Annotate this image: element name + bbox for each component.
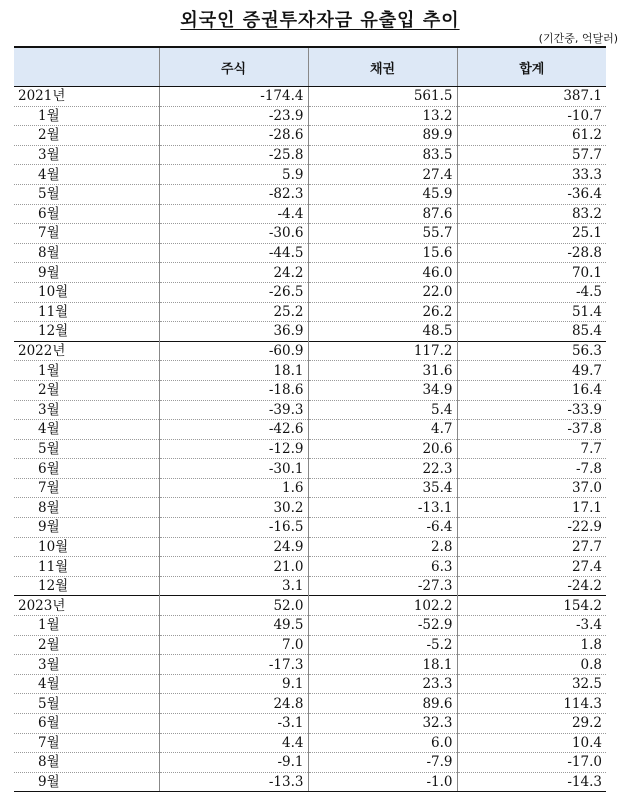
stock-cell: 36.9 (159, 322, 308, 342)
header-bond: 채권 (308, 47, 457, 87)
period-cell: 1월 (14, 616, 159, 636)
period-cell: 8월 (14, 753, 159, 773)
month-row (14, 576, 606, 596)
month-row (14, 616, 606, 636)
bond-cell: 46.0 (308, 263, 457, 283)
period-cell: 6월 (14, 204, 159, 224)
bond-cell: 89.9 (308, 126, 457, 146)
stock-cell: -174.4 (159, 87, 308, 107)
stock-cell: -82.3 (159, 184, 308, 204)
period-cell: 2022년 (14, 341, 159, 361)
table-title: 외국인 증권투자자금 유출입 추이 (180, 10, 460, 31)
bond-cell: 83.5 (308, 145, 457, 165)
bond-cell: 31.6 (308, 361, 457, 381)
stock-cell: 30.2 (159, 498, 308, 518)
period-cell: 7월 (14, 478, 159, 498)
stock-cell: 21.0 (159, 557, 308, 577)
period-cell: 1월 (14, 361, 159, 381)
stock-cell: 9.1 (159, 674, 308, 694)
total-cell: -10.7 (457, 106, 606, 126)
bond-cell: 6.0 (308, 733, 457, 753)
bond-cell: 22.0 (308, 282, 457, 302)
period-cell: 1월 (14, 106, 159, 126)
total-cell: 37.0 (457, 478, 606, 498)
total-cell: 27.7 (457, 537, 606, 557)
month-row (14, 224, 606, 244)
period-cell: 2월 (14, 635, 159, 655)
period-cell: 5월 (14, 184, 159, 204)
bond-cell: 87.6 (308, 204, 457, 224)
total-cell: 61.2 (457, 126, 606, 146)
bond-cell: 5.4 (308, 400, 457, 420)
total-cell: 51.4 (457, 302, 606, 322)
total-cell: 83.2 (457, 204, 606, 224)
period-cell: 9월 (14, 772, 159, 792)
total-cell: 25.1 (457, 224, 606, 244)
bond-cell: -27.3 (308, 576, 457, 596)
stock-cell: 52.0 (159, 596, 308, 616)
total-cell: -36.4 (457, 184, 606, 204)
period-cell: 9월 (14, 518, 159, 538)
stock-cell: -30.1 (159, 459, 308, 479)
stock-cell: -30.6 (159, 224, 308, 244)
month-row (14, 733, 606, 753)
period-cell: 2월 (14, 380, 159, 400)
month-row (14, 420, 606, 440)
bond-cell: 4.7 (308, 420, 457, 440)
stock-cell: 1.6 (159, 478, 308, 498)
stock-cell: -60.9 (159, 341, 308, 361)
total-cell: -22.9 (457, 518, 606, 538)
month-row (14, 126, 606, 146)
year-total-row (14, 596, 606, 616)
total-cell: -28.8 (457, 243, 606, 263)
period-cell: 3월 (14, 400, 159, 420)
total-cell: -37.8 (457, 420, 606, 440)
period-cell: 8월 (14, 243, 159, 263)
stock-cell: -13.3 (159, 772, 308, 792)
stock-cell: 24.8 (159, 694, 308, 714)
bond-cell: 18.1 (308, 655, 457, 675)
total-cell: -4.5 (457, 282, 606, 302)
year-total-row (14, 341, 606, 361)
stock-cell: -25.8 (159, 145, 308, 165)
bond-cell: -7.9 (308, 753, 457, 773)
period-cell: 2021년 (14, 87, 159, 107)
period-cell: 6월 (14, 714, 159, 734)
header-period (14, 47, 159, 87)
total-cell: 85.4 (457, 322, 606, 342)
total-cell: 49.7 (457, 361, 606, 381)
total-cell: 387.1 (457, 87, 606, 107)
bond-cell: 117.2 (308, 341, 457, 361)
header-stock: 주식 (159, 47, 308, 87)
month-row (14, 635, 606, 655)
period-cell: 11월 (14, 302, 159, 322)
period-cell: 7월 (14, 733, 159, 753)
month-row (14, 282, 606, 302)
total-cell: 0.8 (457, 655, 606, 675)
bond-cell: -13.1 (308, 498, 457, 518)
total-cell: -17.0 (457, 753, 606, 773)
stock-cell: 24.9 (159, 537, 308, 557)
month-row (14, 380, 606, 400)
bond-cell: 561.5 (308, 87, 457, 107)
month-row (14, 263, 606, 283)
total-cell: 1.8 (457, 635, 606, 655)
month-row (14, 322, 606, 342)
total-cell: -24.2 (457, 576, 606, 596)
month-row (14, 694, 606, 714)
period-cell: 4월 (14, 420, 159, 440)
total-cell: 32.5 (457, 674, 606, 694)
total-cell: -7.8 (457, 459, 606, 479)
bond-cell: 89.6 (308, 694, 457, 714)
month-row (14, 753, 606, 773)
month-row (14, 518, 606, 538)
month-row (14, 361, 606, 381)
period-cell: 4월 (14, 674, 159, 694)
stock-cell: -3.1 (159, 714, 308, 734)
stock-cell: 3.1 (159, 576, 308, 596)
table-body (14, 87, 606, 792)
total-cell: 7.7 (457, 439, 606, 459)
stock-cell: -44.5 (159, 243, 308, 263)
bond-cell: 102.2 (308, 596, 457, 616)
period-cell: 8월 (14, 498, 159, 518)
total-cell: 154.2 (457, 596, 606, 616)
stock-cell: -4.4 (159, 204, 308, 224)
total-cell: 17.1 (457, 498, 606, 518)
total-cell: -33.9 (457, 400, 606, 420)
month-row (14, 184, 606, 204)
bond-cell: 22.3 (308, 459, 457, 479)
stock-cell: -39.3 (159, 400, 308, 420)
bond-cell: 13.2 (308, 106, 457, 126)
bond-cell: 26.2 (308, 302, 457, 322)
bond-cell: 6.3 (308, 557, 457, 577)
stock-cell: 7.0 (159, 635, 308, 655)
period-cell: 10월 (14, 282, 159, 302)
period-cell: 7월 (14, 224, 159, 244)
bond-cell: 23.3 (308, 674, 457, 694)
bond-cell: 20.6 (308, 439, 457, 459)
total-cell: 33.3 (457, 165, 606, 185)
month-row (14, 478, 606, 498)
bond-cell: -5.2 (308, 635, 457, 655)
period-cell: 9월 (14, 263, 159, 283)
stock-cell: -28.6 (159, 126, 308, 146)
stock-cell: -12.9 (159, 439, 308, 459)
month-row (14, 655, 606, 675)
bond-cell: 32.3 (308, 714, 457, 734)
fund-flow-table (14, 46, 606, 792)
month-row (14, 537, 606, 557)
bond-cell: 55.7 (308, 224, 457, 244)
stock-cell: 4.4 (159, 733, 308, 753)
total-cell: 56.3 (457, 341, 606, 361)
month-row (14, 674, 606, 694)
total-cell: -3.4 (457, 616, 606, 636)
month-row (14, 498, 606, 518)
period-cell: 5월 (14, 694, 159, 714)
stock-cell: 24.2 (159, 263, 308, 283)
total-cell: 29.2 (457, 714, 606, 734)
stock-cell: -17.3 (159, 655, 308, 675)
month-row (14, 106, 606, 126)
bond-cell: 27.4 (308, 165, 457, 185)
total-cell: 114.3 (457, 694, 606, 714)
stock-cell: 5.9 (159, 165, 308, 185)
bond-cell: 35.4 (308, 478, 457, 498)
total-cell: 57.7 (457, 145, 606, 165)
bond-cell: -52.9 (308, 616, 457, 636)
bond-cell: 2.8 (308, 537, 457, 557)
bond-cell: 15.6 (308, 243, 457, 263)
period-cell: 2023년 (14, 596, 159, 616)
stock-cell: -18.6 (159, 380, 308, 400)
period-cell: 3월 (14, 145, 159, 165)
header-row (14, 47, 606, 87)
header-total: 합계 (457, 47, 606, 87)
stock-cell: 49.5 (159, 616, 308, 636)
stock-cell: 18.1 (159, 361, 308, 381)
year-total-row (14, 87, 606, 107)
stock-cell: 25.2 (159, 302, 308, 322)
month-row (14, 400, 606, 420)
total-cell: 10.4 (457, 733, 606, 753)
total-cell: -14.3 (457, 772, 606, 792)
period-cell: 6월 (14, 459, 159, 479)
stock-cell: -26.5 (159, 282, 308, 302)
unit-note: (기간중, 억달러) (538, 32, 618, 45)
period-cell: 3월 (14, 655, 159, 675)
month-row (14, 459, 606, 479)
total-cell: 16.4 (457, 380, 606, 400)
month-row (14, 439, 606, 459)
stock-cell: -23.9 (159, 106, 308, 126)
bond-cell: -6.4 (308, 518, 457, 538)
month-row (14, 714, 606, 734)
bond-cell: 34.9 (308, 380, 457, 400)
stock-cell: -9.1 (159, 753, 308, 773)
bond-cell: 45.9 (308, 184, 457, 204)
period-cell: 11월 (14, 557, 159, 577)
bond-cell: 48.5 (308, 322, 457, 342)
month-row (14, 204, 606, 224)
month-row (14, 165, 606, 185)
period-cell: 12월 (14, 322, 159, 342)
month-row (14, 145, 606, 165)
period-cell: 5월 (14, 439, 159, 459)
stock-cell: -16.5 (159, 518, 308, 538)
month-row (14, 243, 606, 263)
period-cell: 12월 (14, 576, 159, 596)
period-cell: 10월 (14, 537, 159, 557)
total-cell: 27.4 (457, 557, 606, 577)
total-cell: 70.1 (457, 263, 606, 283)
stock-cell: -42.6 (159, 420, 308, 440)
month-row (14, 557, 606, 577)
month-row (14, 772, 606, 792)
period-cell: 4월 (14, 165, 159, 185)
month-row (14, 302, 606, 322)
bond-cell: -1.0 (308, 772, 457, 792)
period-cell: 2월 (14, 126, 159, 146)
